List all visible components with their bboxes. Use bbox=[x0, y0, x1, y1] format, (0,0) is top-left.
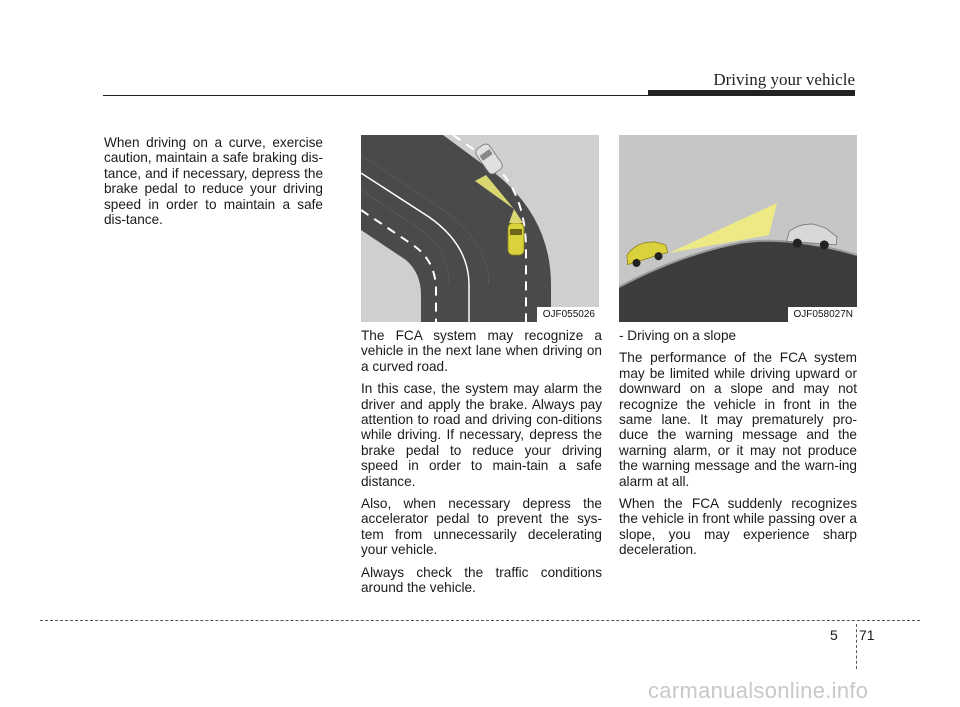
paragraph: In this case, the system may alarm the driver and apply the brake. Always pay attention to road and driving con-ditions while driving. If necessary, depress the brake pedal to reduce your driving speed in order to main-tain a safe distance. bbox=[361, 381, 602, 489]
figure-curved-road bbox=[361, 135, 599, 322]
figure-slope bbox=[619, 135, 857, 322]
curved-road-illustration bbox=[361, 135, 599, 322]
paragraph: The performance of the FCA system may be limited while driving upward or downward on a slope and may not recognize the vehicle in front in the same lane. It may prematurely pro-duce the warning message and the warning alarm, or it may not produce the warning message and the warn-ing alarm at all. bbox=[619, 350, 857, 489]
header-accent-bar bbox=[648, 90, 855, 96]
column-2 bbox=[361, 328, 602, 603]
page-number-separator bbox=[856, 624, 857, 669]
column-1 bbox=[104, 135, 323, 234]
paragraph: Always check the traffic conditions around the vehicle. bbox=[361, 564, 602, 596]
subheading: - Driving on a slope bbox=[619, 328, 737, 343]
paragraph: When the FCA suddenly recognizes the vehicle in front while passing over a slope, you may experience sharp deceleration. bbox=[619, 496, 857, 558]
header-section-title: Driving your vehicle bbox=[713, 70, 855, 89]
figure-code-label: OJF055026 bbox=[537, 307, 599, 322]
paragraph: When driving on a curve, exercise caution, maintain a safe braking dis-tance, and if necessary, depress the brake pedal to reduce your driving speed in order to maintain a safe dis-tance. bbox=[104, 135, 323, 228]
slope-road-illustration bbox=[619, 135, 857, 322]
footer-divider bbox=[40, 620, 920, 621]
paragraph: The FCA system may recognize a vehicle in the next lane when driving on a curved road. bbox=[361, 328, 602, 374]
watermark-text: carmanualsonline.info bbox=[648, 678, 869, 703]
figure-code-label: OJF058027N bbox=[788, 307, 857, 322]
chapter-number: 5 bbox=[830, 627, 838, 643]
paragraph: Also, when necessary depress the accelerator pedal to prevent the sys-tem from unnecessarily decelerating your vehicle. bbox=[361, 496, 602, 558]
column-3 bbox=[619, 328, 857, 565]
page-number: 71 bbox=[859, 627, 875, 643]
